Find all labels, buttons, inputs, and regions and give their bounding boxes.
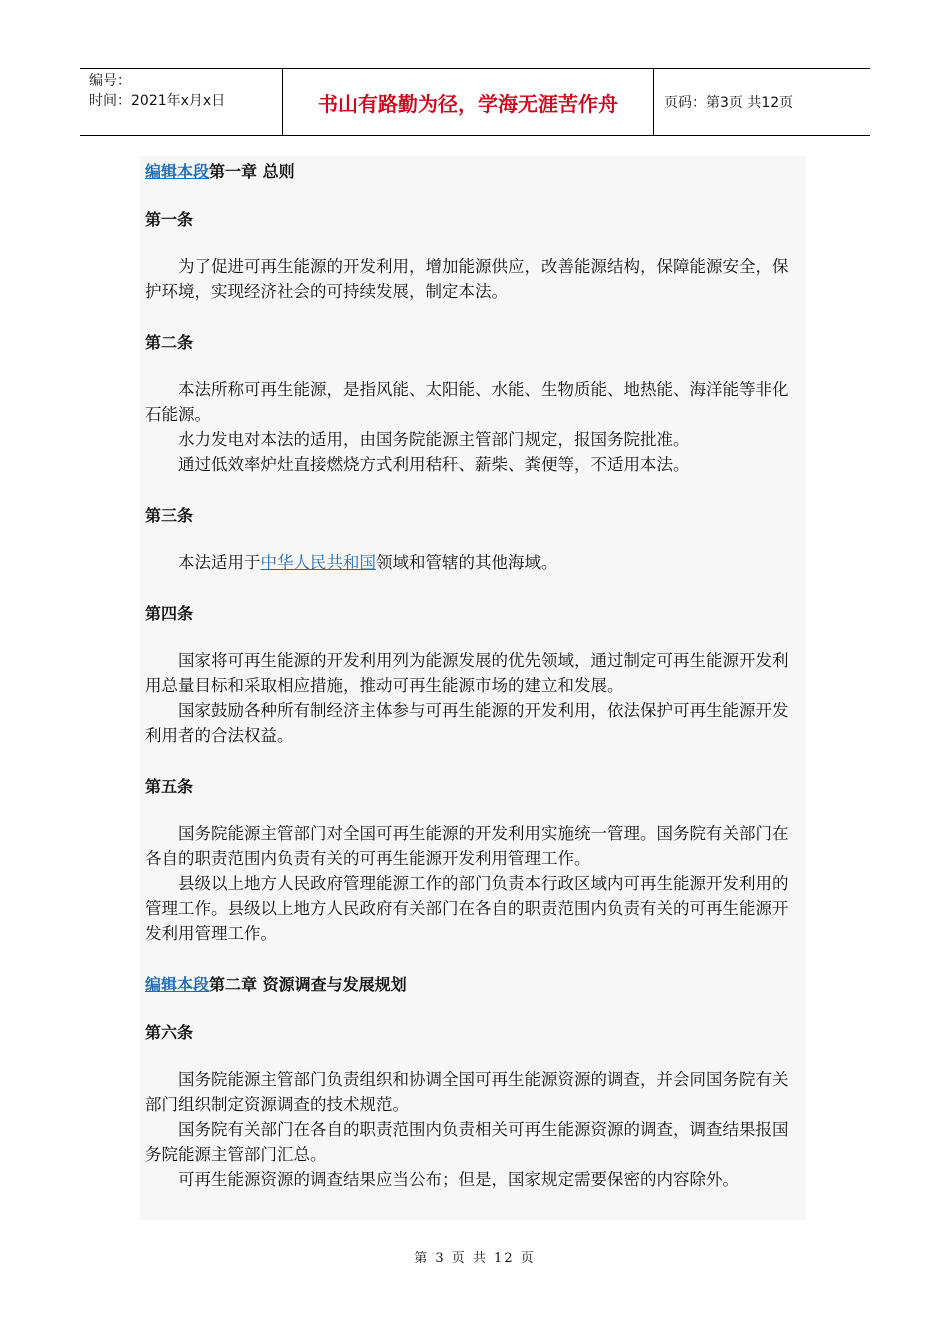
article-heading: 第二条 <box>145 333 194 352</box>
chapter-heading-2 <box>145 972 800 998</box>
paragraph: 可再生能源资源的调查结果应当公布；但是，国家规定需要保密的内容除外。 <box>178 1170 739 1189</box>
article-heading: 第六条 <box>145 1023 194 1042</box>
header-meta <box>80 69 282 135</box>
paragraph: 县级以上地方人民政府管理能源工作的部门负责本行政区域内可再生能源开发利用的管理工作。县级以上地方人民政府有关部门在各自的职责范围内负责有关的可再生能源开发利用管理工作。 <box>145 874 789 943</box>
header-page-code: 页码：第3页 共12页 <box>664 95 794 111</box>
page-header <box>80 68 870 136</box>
edit-section-link[interactable]: 编辑本段 <box>145 162 210 181</box>
paragraph: 本法所称可再生能源，是指风能、太阳能、水能、生物质能、地热能、海洋能等非化石能源。 <box>145 380 789 424</box>
page-footer: 第 3 页 共 12 页 <box>414 1251 536 1266</box>
article-heading: 第一条 <box>145 210 194 229</box>
edit-section-link[interactable]: 编辑本段 <box>145 975 210 994</box>
paragraph: 通过低效率炉灶直接燃烧方式利用秸秆、薪柴、粪便等，不适用本法。 <box>178 455 690 474</box>
chapter-heading-1 <box>145 159 800 185</box>
paragraph: 水力发电对本法的适用，由国务院能源主管部门规定，报国务院批准。 <box>178 430 690 449</box>
paragraph: 为了促进可再生能源的开发利用，增加能源供应，改善能源结构，保障能源安全，保护环境，实现经济社会的可持续发展，制定本法。 <box>145 257 789 301</box>
text-run: 本法适用于 <box>178 553 261 572</box>
paragraph: 国务院有关部门在各自的职责范围内负责相关可再生能源资源的调查，调查结果报国务院能源主管部门汇总。 <box>145 1120 789 1164</box>
header-number: 编号： <box>89 73 131 89</box>
paragraph: 国务院能源主管部门负责组织和协调全国可再生能源资源的调查，并会同国务院有关部门组织制定资源调查的技术规范。 <box>145 1070 789 1114</box>
text-run: 领域和管辖的其他海域。 <box>376 553 558 572</box>
paragraph: 国务院能源主管部门对全国可再生能源的开发利用实施统一管理。国务院有关部门在各自的职责范围内负责有关的可再生能源开发利用管理工作。 <box>145 824 789 868</box>
article-heading: 第三条 <box>145 506 194 525</box>
paragraph: 国家鼓励各种所有制经济主体参与可再生能源的开发利用，依法保护可再生能源开发利用者的合法权益。 <box>145 701 789 745</box>
header-motto: 书山有路勤为径，学海无涯苦作舟 <box>282 69 654 135</box>
paragraph: 国家将可再生能源的开发利用列为能源发展的优先领域，通过制定可再生能源开发利用总量目标和采取相应措施，推动可再生能源市场的建立和发展。 <box>145 651 789 695</box>
article-heading: 第五条 <box>145 777 194 796</box>
chapter-title: 第二章 资源调查与发展规划 <box>209 975 407 994</box>
chapter-title: 第一章 总则 <box>209 162 295 181</box>
article-heading: 第四条 <box>145 604 194 623</box>
paragraph <box>145 550 800 575</box>
prc-link[interactable]: 中华人民共和国 <box>260 553 376 572</box>
document-body <box>140 156 806 1220</box>
header-date: 时间：2021年x月x日 <box>89 93 226 109</box>
